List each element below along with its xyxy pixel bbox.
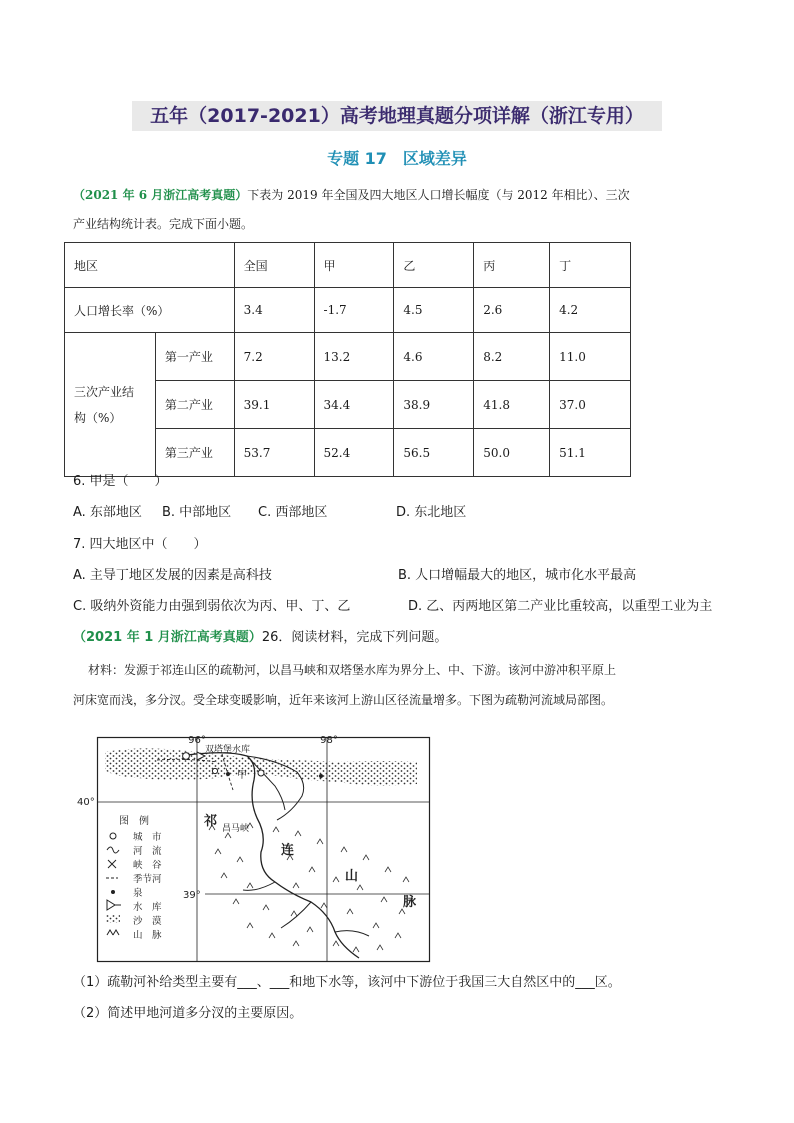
table-cell	[65, 333, 156, 477]
question-26-2: （2）简述甲地河道多分汊的主要原因。	[73, 1006, 303, 1021]
table-cell: 乙	[394, 243, 474, 288]
legend-label: 泉	[133, 888, 143, 899]
legend-spring-icon	[111, 890, 115, 894]
city-icon	[183, 753, 190, 760]
page-title: 五年（2017-2021）高考地理真题分项详解（浙江专用）	[132, 101, 662, 131]
legend-label: 沙 漠	[133, 916, 162, 927]
intro-line-1	[73, 185, 630, 205]
legend-city-icon	[110, 833, 116, 839]
shule-river-map	[77, 732, 437, 964]
lon-98-label: 98°	[320, 735, 338, 746]
reservoir-label: 双塔堡水库	[205, 745, 251, 755]
intro-line-2: 产业结构统计表。完成下面小题。	[73, 217, 254, 231]
section-title: 专题 17 区域差异	[327, 149, 467, 168]
table-cell: 52.4	[314, 429, 394, 477]
structure-label: 三次产业结	[74, 384, 135, 399]
spring-icon	[319, 774, 323, 778]
q7-option-a: A. 主导丁地区发展的因素是高科技	[73, 568, 272, 583]
source-tag: （2021 年 1 月浙江高考真题）	[73, 630, 262, 645]
q6-option-c: C. 西部地区	[258, 505, 328, 520]
table-cell: 39.1	[234, 381, 314, 429]
section2-intro-text: 26．阅读材料，完成下列问题。	[261, 630, 448, 645]
table-header-row	[65, 243, 631, 288]
legend-desert-icon	[106, 915, 120, 923]
table-cell: 56.5	[394, 429, 474, 477]
table-cell: 全国	[234, 243, 314, 288]
section2-intro	[73, 628, 447, 648]
table-cell: 丁	[550, 243, 631, 288]
table-cell: 丙	[474, 243, 550, 288]
table-cell: 4.2	[550, 288, 631, 333]
table-cell: 4.6	[394, 333, 474, 381]
lat-40-label: 40°	[77, 797, 95, 808]
table-cell: 38.9	[394, 381, 474, 429]
table-cell: 第一产业	[155, 333, 234, 381]
city-icon	[258, 770, 264, 776]
table-cell: 34.4	[314, 381, 394, 429]
table-cell: 51.1	[550, 429, 631, 477]
q6-option-a: A. 东部地区	[73, 505, 142, 520]
lon-96-label: 96°	[188, 735, 206, 746]
table-cell: 4.5	[394, 288, 474, 333]
table-row	[65, 333, 631, 381]
material-line-1: 材料：发源于祁连山区的疏勒河，以昌马峡和双塔堡水库为界分上、中、下游。该河中游冲积平原上	[88, 663, 617, 677]
table-cell: 11.0	[550, 333, 631, 381]
spring-icon	[226, 772, 230, 776]
structure-label: 构（%）	[74, 410, 122, 425]
table-cell: 甲	[314, 243, 394, 288]
table-cell: 人口增长率（%）	[65, 288, 235, 333]
table-cell: 第二产业	[155, 381, 234, 429]
q6-option-b: B. 中部地区	[162, 505, 232, 520]
q6-option-d: D. 东北地区	[396, 505, 467, 520]
qilian-label: 连	[281, 843, 295, 858]
city-icon	[212, 768, 217, 773]
legend-label: 峡 谷	[133, 860, 162, 871]
source-tag: （2021 年 6 月浙江高考真题）	[73, 188, 248, 202]
table-cell: 地区	[65, 243, 235, 288]
question-6: 6. 甲是（ ）	[73, 474, 168, 489]
material-line-2: 河床宽而浅，多分汊。受全球变暖影响，近年来该河上游山区径流量增多。下图为疏勒河流域局部图。	[73, 693, 614, 707]
table-cell: -1.7	[314, 288, 394, 333]
table-cell: 41.8	[474, 381, 550, 429]
data-table	[64, 242, 631, 477]
table-cell: 3.4	[234, 288, 314, 333]
table-cell: 53.7	[234, 429, 314, 477]
table-cell: 50.0	[474, 429, 550, 477]
legend-label: 河 流	[133, 846, 162, 857]
legend-title: 图 例	[119, 816, 149, 827]
table-cell: 7.2	[234, 333, 314, 381]
intro-text-1: 下表为 2019 年全国及四大地区人口增长幅度（与 2012 年相比）、三次	[247, 188, 630, 202]
table-cell: 37.0	[550, 381, 631, 429]
legend-label: 城 市	[133, 832, 162, 843]
legend-label: 山 脉	[133, 930, 162, 941]
table-row	[65, 288, 631, 333]
legend-label: 水 库	[133, 902, 162, 913]
table-cell: 2.6	[474, 288, 550, 333]
q7-option-d: D. 乙、丙两地区第二产业比重较高，以重型工业为主	[408, 599, 713, 614]
table-cell: 8.2	[474, 333, 550, 381]
question-7: 7. 四大地区中（ ）	[73, 537, 207, 552]
changmaxia-label: 昌马峡	[222, 824, 250, 834]
qilian-label: 祁	[204, 814, 218, 829]
qilian-label: 山	[345, 869, 359, 884]
lat-39-label: 39°	[183, 890, 201, 901]
table-cell: 第三产业	[155, 429, 234, 477]
table-cell: 13.2	[314, 333, 394, 381]
question-26-1: （1）疏勒河补给类型主要有___、___和地下水等，该河中下游位于我国三大自然区中的___区。	[73, 975, 621, 990]
q7-option-c: C. 吸纳外资能力由强到弱依次为丙、甲、丁、乙	[73, 599, 351, 614]
q7-option-b: B. 人口增幅最大的地区，城市化水平最高	[398, 568, 637, 583]
qilian-label: 脉	[403, 895, 417, 910]
jia-label: 甲	[237, 770, 247, 781]
legend-label: 季节河	[133, 874, 162, 885]
